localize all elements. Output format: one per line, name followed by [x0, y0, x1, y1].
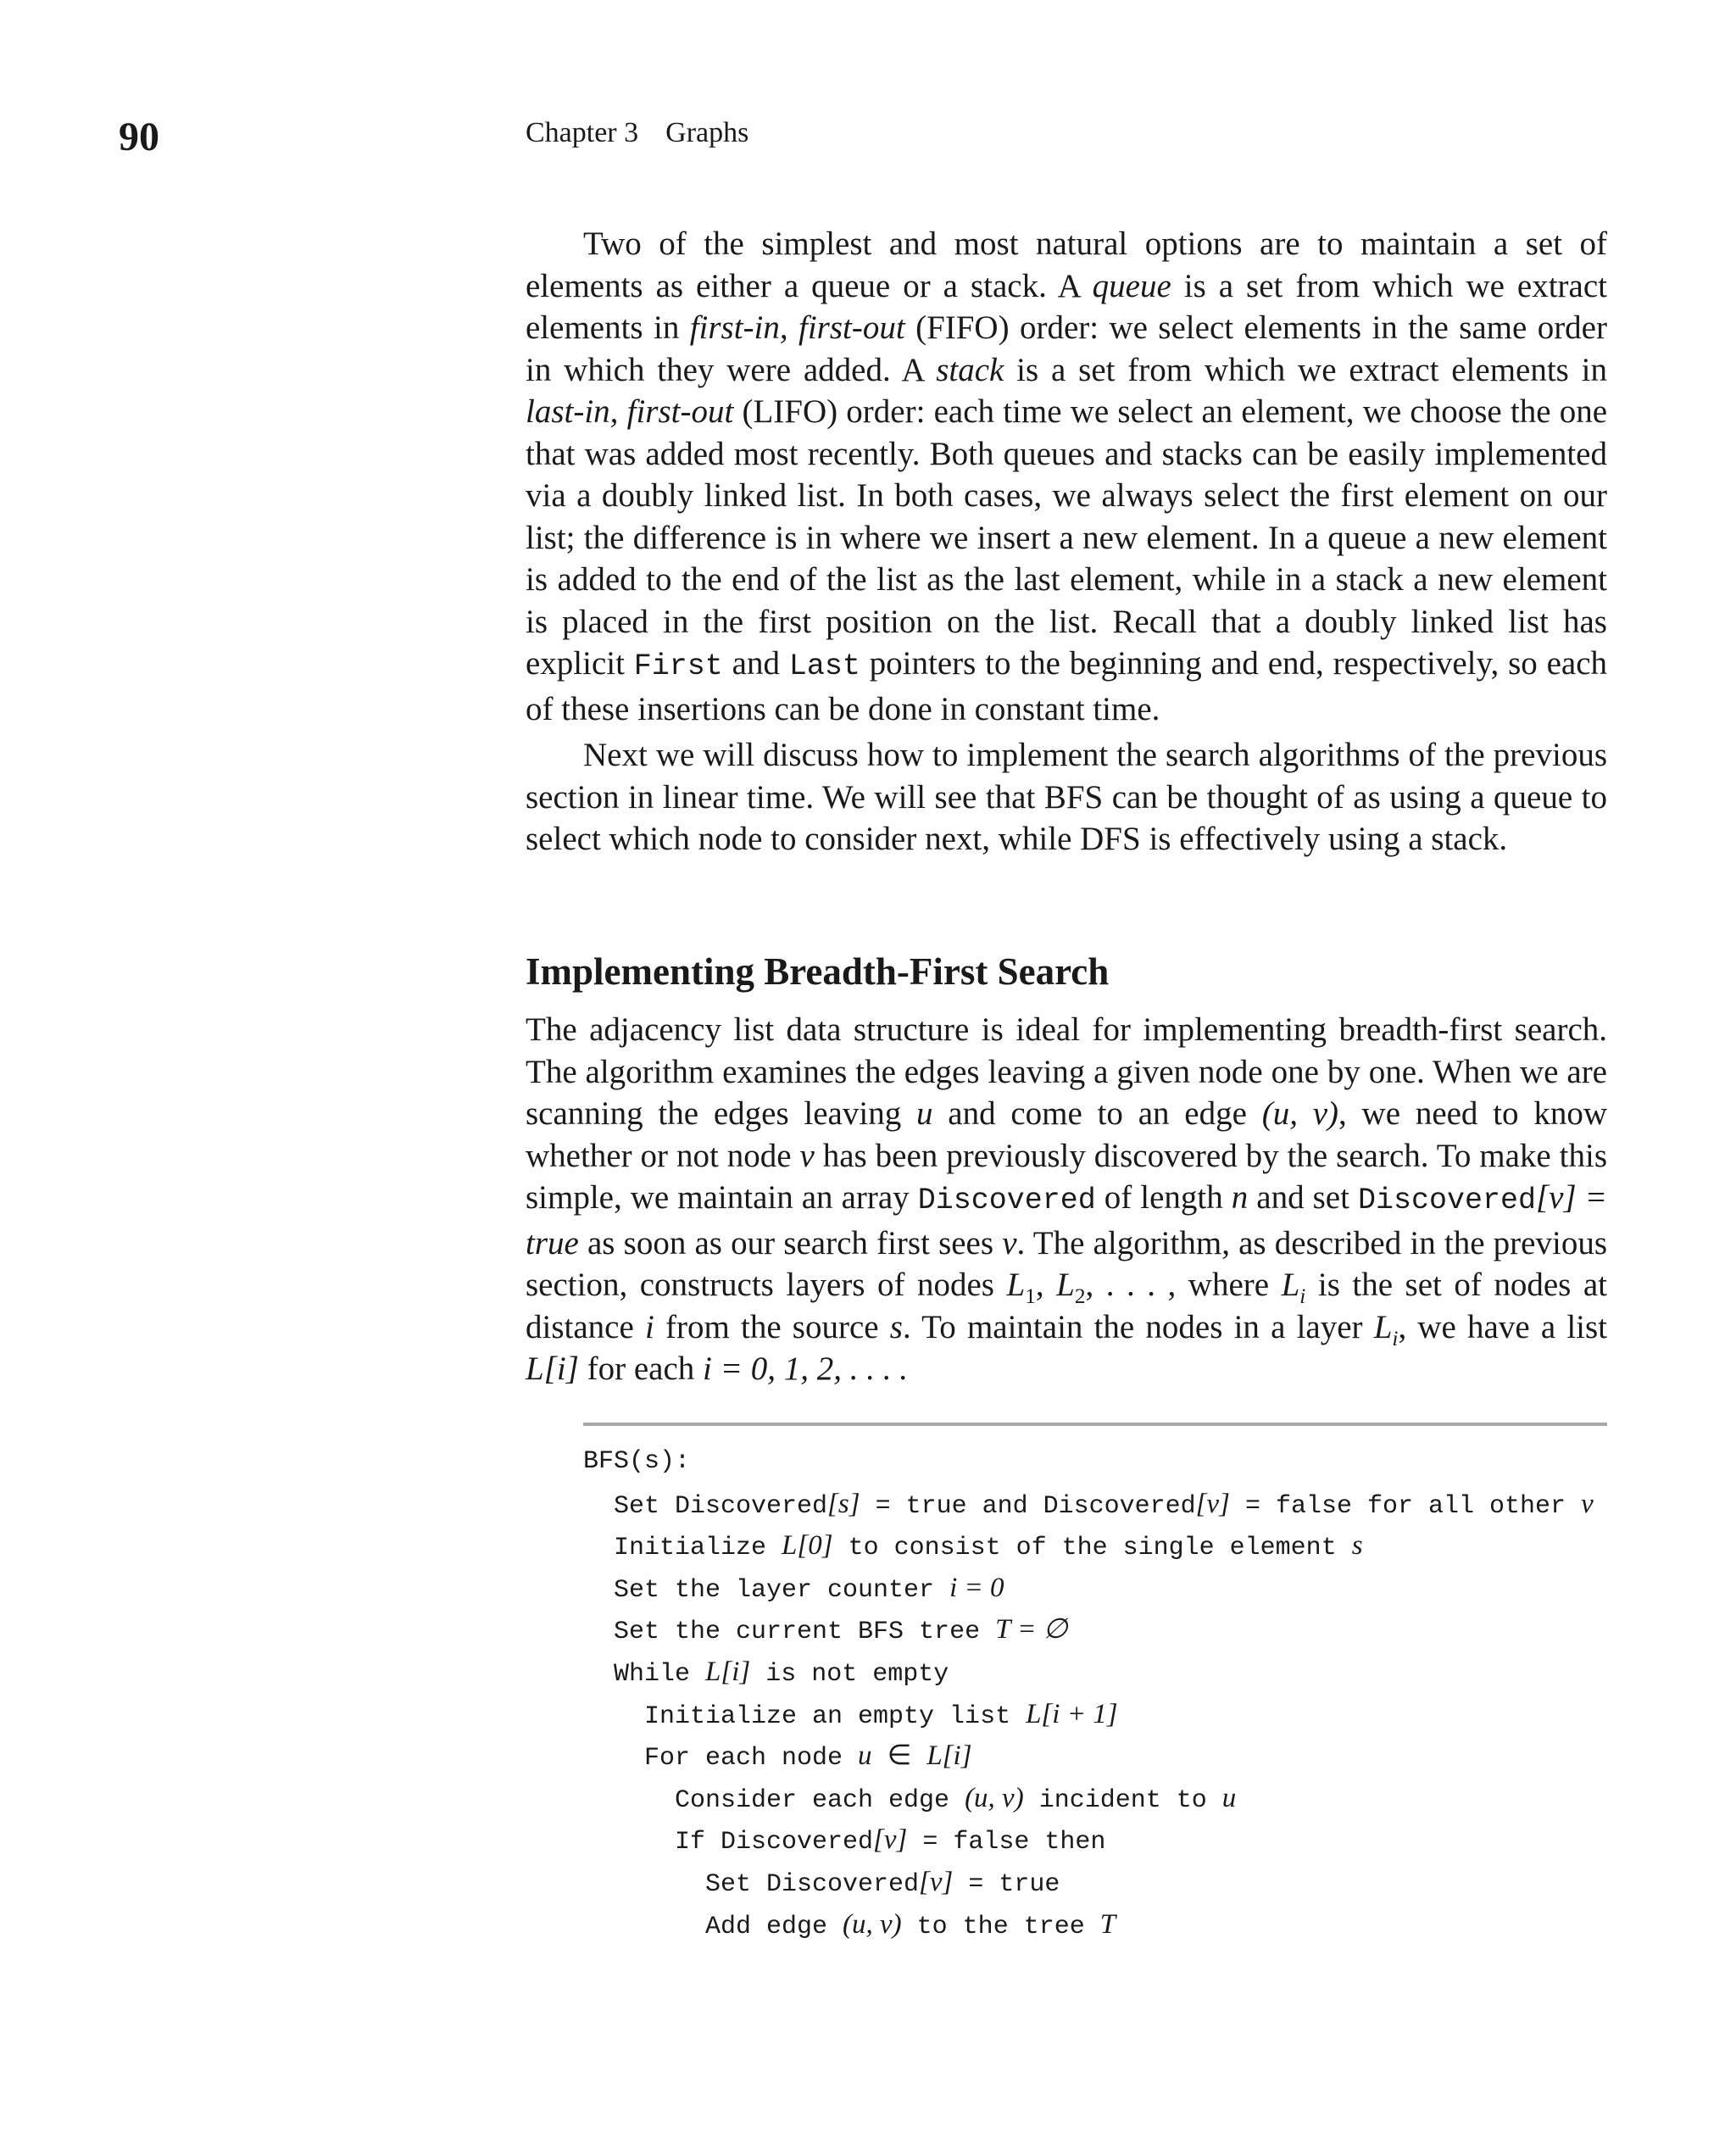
term-fifo: first-in, first-out: [689, 309, 905, 346]
code-discovered: Discovered: [917, 1183, 1096, 1217]
page-number: 90: [119, 114, 159, 159]
algo-line-3: Set the layer counter i = 0: [614, 1572, 1004, 1605]
term-stack: stack: [936, 351, 1004, 388]
algo-line-5: While L[i] is not empty: [614, 1656, 949, 1689]
section-heading: Implementing Breadth-First Search: [526, 950, 1110, 993]
algo-line-1: Set Discovered[s] = true and Discovered[v] = false for all other v: [614, 1488, 1594, 1521]
chapter-title: Graphs: [665, 117, 749, 148]
algo-line-8: Consider each edge (u, v) incident to u: [675, 1782, 1237, 1815]
paragraph-linear-time: Next we will discuss how to implement the search algorithms of the previous section in linear time. We will see that BFS can be thought of as using a queue to select which node to consider next, while DFS is effectively using a stack.: [526, 737, 1607, 857]
algo-line-2: Initialize L[0] to consist of the single element s: [614, 1530, 1363, 1563]
algo-line-4: Set the current BFS tree T = ∅: [614, 1614, 1068, 1647]
algo-line-11: Add edge (u, v) to the tree T: [705, 1908, 1116, 1941]
algo-header: BFS(s):: [583, 1447, 691, 1476]
paragraph-bfs-implementation: The adjacency list data structure is ideal for implementing breadth-first search. The algorithm examines the edges leaving a given node one by one. When we are scanning the edges leaving u and come to an edge (u, v), we need to know whether or not node v has been previously discovered by the search. To make this simple, we maintain an array Discovered of length n and set Discovered[v] = true as soon as our search first sees v. The algorithm, as described in the previous section, constructs layers of nodes $L_1$, $L_2$, . . . , where $L_i$ is the set of nodes at distance i from the source s. To maintain the nodes in a layer $L_i$, we have a list L[i] for each i = 0, 1, 2, . . . .: [526, 1011, 1608, 1387]
bfs-pseudocode: [583, 1441, 1607, 1946]
code-first: First: [633, 649, 723, 683]
algo-line-9: If Discovered[v] = false then: [675, 1824, 1106, 1857]
algo-line-7: For each node u ∈ L[i]: [644, 1740, 972, 1774]
code-last: Last: [788, 649, 860, 683]
algo-line-6: Initialize an empty list L[i + 1]: [644, 1698, 1118, 1731]
term-lifo: last-in, first-out: [526, 393, 734, 430]
term-queue: queue: [1092, 267, 1171, 304]
algo-line-10: Set Discovered[v] = true: [705, 1866, 1060, 1899]
running-head: [526, 117, 748, 149]
algorithm-top-rule: [583, 1423, 1607, 1426]
chapter-label: Chapter 3: [526, 117, 639, 148]
paragraph-queues-stacks: Two of the simplest and most natural options are to maintain a set of elements as either a queue or a stack. A queue is a set from which we extract elements in first-in, first-out (FIFO) order: we select elements in the same order in which they were added. A stack is a set from which we extract elements in last-in, first-out (LIFO) order: each time we select an element, we choose the one that was added most recently. Both queues and stacks can be easily implemented via a doubly linked list. In both cases, we always select the first element on our list; the difference is in where we insert a new element. In a queue a new element is added to the end of the list as the last element, while in a stack a new element is placed in the first position on the list. Recall that a doubly linked list has explicit First and Last pointers to the beginning and end, respectively, so each of these insertions can be done in constant time.: [526, 226, 1608, 727]
